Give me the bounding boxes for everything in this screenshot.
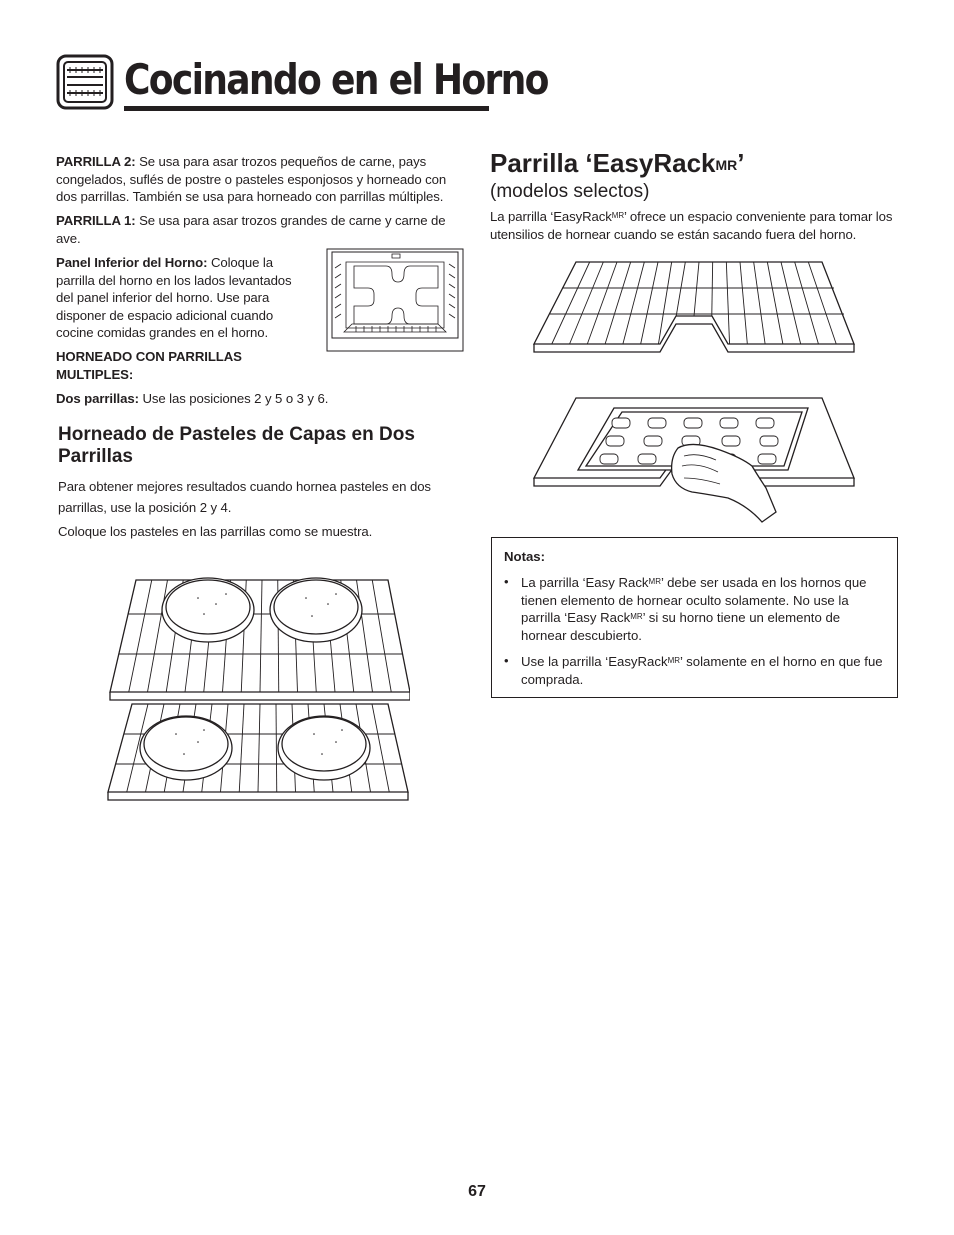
rack-wire bbox=[767, 262, 783, 344]
parrilla-1-paragraph bbox=[56, 212, 456, 247]
rack-wire bbox=[258, 704, 260, 792]
note-1-a: La parrilla ‘Easy Rack bbox=[521, 575, 649, 590]
easyrack-heading bbox=[490, 147, 745, 179]
easyrack-paragraph bbox=[490, 208, 900, 243]
rack-wire bbox=[795, 262, 819, 344]
rack-wire bbox=[276, 704, 277, 792]
rack-wire bbox=[740, 262, 747, 344]
note-2-a: Use la parrilla ‘EasyRack bbox=[521, 654, 668, 669]
title-rule bbox=[124, 106, 489, 111]
oven-bottom-panel-illustration bbox=[326, 248, 464, 352]
easyrack-subtitle: (modelos selectos) bbox=[490, 181, 650, 202]
rack-wire bbox=[552, 262, 590, 344]
rack-wire bbox=[726, 262, 729, 344]
rack-wire bbox=[712, 262, 713, 316]
note-1 bbox=[521, 574, 886, 644]
parrilla-1-label: PARRILLA 1: bbox=[56, 213, 136, 228]
cake-placement-paragraph: Coloque los pasteles en las parrillas como se muestra. bbox=[58, 524, 373, 539]
rack-wire bbox=[239, 704, 244, 792]
page-number: 67 bbox=[468, 1183, 486, 1200]
parrilla-2-label: PARRILLA 2: bbox=[56, 154, 136, 169]
easyrack-heading-sup: MR bbox=[715, 157, 738, 173]
rack-wire bbox=[372, 704, 389, 792]
panel-inferior-label: Panel Inferior del Horno: bbox=[56, 255, 208, 270]
rack-wire bbox=[694, 262, 699, 316]
cake-racks-illustration bbox=[106, 574, 410, 802]
easyrack-with-baking-sheet-illustration bbox=[532, 394, 856, 524]
rack-wire bbox=[754, 262, 765, 344]
rack-wire bbox=[808, 262, 836, 344]
note-2-b: ’ solamente en el horno en que fue comprada. bbox=[521, 654, 883, 687]
easyrack-paragraph-sup: MR bbox=[611, 211, 625, 220]
rack-wire bbox=[260, 580, 262, 692]
easyrack-heading-text: Parrilla ‘EasyRack bbox=[490, 148, 716, 178]
easyrack-paragraph-b: ’ ofrece un espacio conveniente para tomar los utensilios de hornear cuando se están sacando fuera del horno. bbox=[490, 209, 893, 242]
rack-wire bbox=[641, 262, 658, 344]
note-2 bbox=[521, 653, 886, 688]
easyrack-heading-end: ’ bbox=[737, 148, 745, 178]
oven-icon bbox=[56, 54, 114, 110]
parrilla-2-text: Se usa para asar trozos pequeños de carne, pays congelados, suflés de postre o pasteles esponjosos y horneado con dos parrillas. También se usa para horneado con parrillas múltiples. bbox=[56, 154, 447, 204]
easyrack-paragraph-a: La parrilla ‘EasyRack bbox=[490, 209, 612, 224]
rack-wire bbox=[623, 262, 644, 344]
panel-inferior-paragraph bbox=[56, 254, 312, 342]
rack-wire bbox=[357, 580, 373, 692]
rack-wire bbox=[676, 262, 685, 316]
note-1-b: ’ debe ser usada en los hornos que tienen elemento de hornear oculto solamente. No use la parrilla ‘Easy Rack bbox=[521, 575, 867, 625]
two-racks-label: Dos parrillas: bbox=[56, 391, 139, 406]
rack-wire bbox=[781, 262, 801, 344]
note-1-bullet: • bbox=[504, 574, 509, 589]
easyrack-illustration bbox=[532, 258, 856, 356]
layer-cakes-heading: Horneado de Pasteles de Capas en Dos Parrillas bbox=[58, 424, 415, 467]
multiple-racks-heading: HORNEADO CON PARRILLAS MULTIPLES: bbox=[56, 349, 242, 382]
note-1-sup-1: MR bbox=[648, 577, 661, 586]
notes-title: Notas: bbox=[504, 549, 546, 564]
rack-wire bbox=[658, 262, 671, 344]
parrilla-2-paragraph bbox=[56, 153, 456, 206]
rack-wire bbox=[587, 262, 617, 344]
parrilla-1-text: Se usa para asar trozos grandes de carne y carne de ave. bbox=[56, 213, 446, 246]
two-racks-paragraph bbox=[56, 390, 456, 408]
rack-wire bbox=[605, 262, 631, 344]
rack-wire bbox=[148, 580, 168, 692]
page-title: Cocinando en el Horno bbox=[124, 55, 548, 104]
note-1-sup-2: MR bbox=[630, 612, 643, 621]
note-1-c: ’ si su horno tiene un elemento de hornear descubierto. bbox=[521, 610, 841, 643]
note-2-sup: MR bbox=[667, 656, 681, 665]
panel-inferior-text: Coloque la parrilla del horno en los lados levantados del panel inferior del horno. Use para disponer de espacio adicional cuando cocine comidas grandes en el horno. bbox=[56, 255, 292, 340]
rack-wire bbox=[570, 262, 604, 344]
two-racks-text: Use las posiciones 2 y 5 o 3 y 6. bbox=[138, 391, 329, 406]
layer-cakes-paragraph: Para obtener mejores resultados cuando hornea pasteles en dos parrillas, use la posición 2 y 4. bbox=[58, 479, 431, 515]
note-2-bullet: • bbox=[504, 653, 509, 668]
rack-wire bbox=[372, 580, 391, 692]
